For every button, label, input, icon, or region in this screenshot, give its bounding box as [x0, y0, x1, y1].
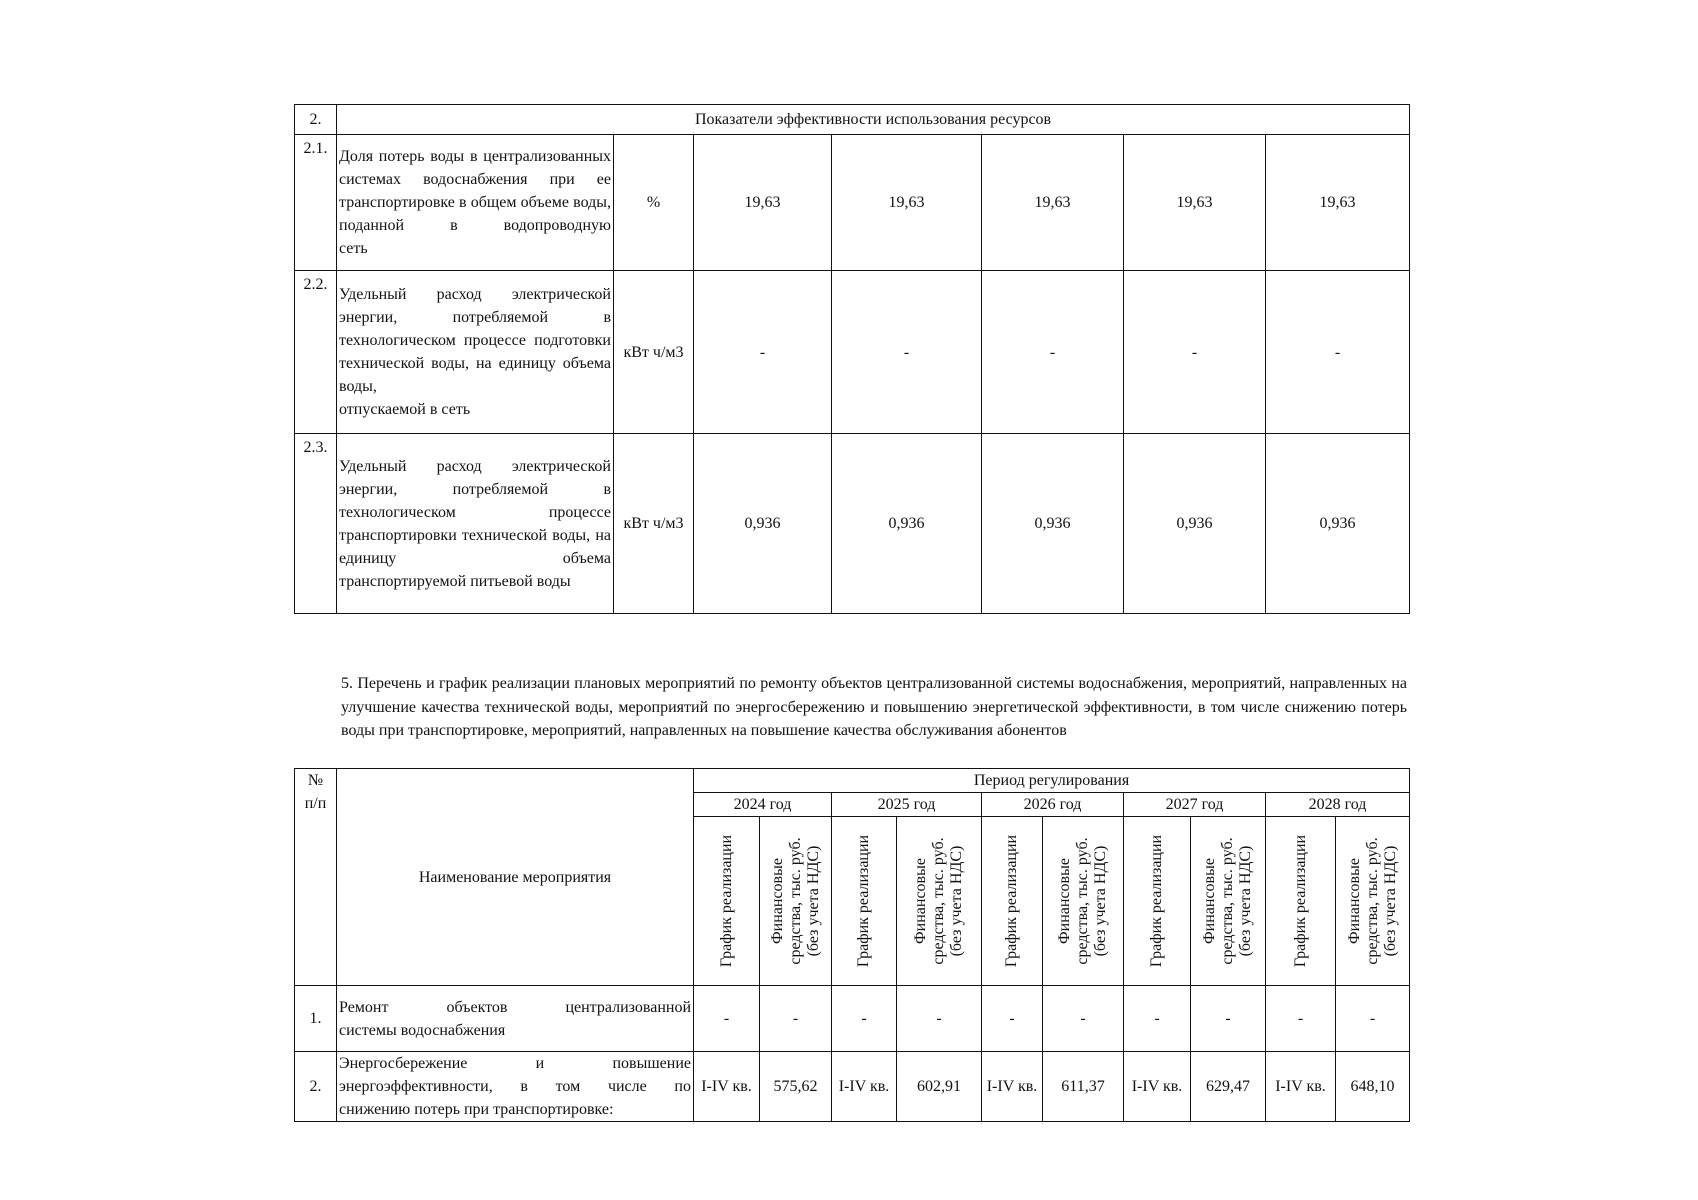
- finance-cell: 629,47: [1191, 1052, 1266, 1122]
- finance-cell: -: [897, 986, 982, 1052]
- finance-cell: 602,91: [897, 1052, 982, 1122]
- table-row: [295, 434, 1410, 614]
- finance-cell: 611,37: [1043, 1052, 1124, 1122]
- value-cell: 0,936: [1266, 434, 1410, 614]
- finance-cell: -: [760, 986, 832, 1052]
- finance-subheader: Финансовые средства, тыс. руб. (без учета НДС): [1336, 817, 1410, 986]
- schedule-cell: I-IV кв.: [1266, 1052, 1336, 1122]
- finance-subheader: Финансовые средства, тыс. руб. (без учета НДС): [897, 817, 982, 986]
- table-row: [295, 986, 1410, 1052]
- schedule-cell: I-IV кв.: [694, 1052, 760, 1122]
- value-cell: -: [1124, 271, 1266, 434]
- schedule-subheader: График реализации: [1124, 817, 1191, 986]
- indicator-name: Доля потерь воды в централизованных системах водоснабжения при ее транспортировке в общем объеме воды, поданной в водопроводную сеть: [337, 135, 614, 271]
- table-row: [295, 135, 1410, 271]
- year-header: 2025 год: [832, 793, 982, 817]
- value-cell: 19,63: [694, 135, 832, 271]
- num-header: № п/п: [295, 769, 337, 986]
- table-row: [295, 1052, 1410, 1122]
- value-cell: -: [1266, 271, 1410, 434]
- row-number: 2.2.: [295, 271, 337, 434]
- section-number: 2.: [295, 105, 337, 135]
- unit-cell: кВт ч/м3: [614, 434, 694, 614]
- section-header-row: [295, 105, 1410, 135]
- finance-subheader: Финансовые средства, тыс. руб. (без учета НДС): [1043, 817, 1124, 986]
- indicator-name: Удельный расход электрической энергии, потребляемой в технологическом процессе подготовки технической воды, на единицу объема воды, отпускаемой в сеть: [337, 271, 614, 434]
- name-header: Наименование мероприятия: [337, 769, 694, 986]
- row-number: 1.: [295, 986, 337, 1052]
- measure-name: Энергосбережение и повышение энергоэффективности, в том числе по снижению потерь при транспортировке:: [337, 1052, 694, 1122]
- year-header: 2028 год: [1266, 793, 1410, 817]
- finance-cell: -: [1336, 986, 1410, 1052]
- value-cell: -: [982, 271, 1124, 434]
- finance-subheader: Финансовые средства, тыс. руб. (без учета НДС): [760, 817, 832, 986]
- schedule-cell: I-IV кв.: [1124, 1052, 1191, 1122]
- schedule-cell: I-IV кв.: [982, 1052, 1043, 1122]
- year-header: 2027 год: [1124, 793, 1266, 817]
- finance-cell: 648,10: [1336, 1052, 1410, 1122]
- efficiency-indicators-table: [294, 104, 1410, 614]
- schedule-cell: -: [982, 986, 1043, 1052]
- schedule-cell: -: [1124, 986, 1191, 1052]
- finance-cell: 575,62: [760, 1052, 832, 1122]
- schedule-cell: -: [832, 986, 897, 1052]
- value-cell: 19,63: [1124, 135, 1266, 271]
- unit-cell: кВт ч/м3: [614, 271, 694, 434]
- row-number: 2.1.: [295, 135, 337, 271]
- value-cell: 19,63: [1266, 135, 1410, 271]
- year-header: 2026 год: [982, 793, 1124, 817]
- schedule-subheader: График реализации: [982, 817, 1043, 986]
- row-number: 2.: [295, 1052, 337, 1122]
- value-cell: 0,936: [982, 434, 1124, 614]
- schedule-cell: -: [694, 986, 760, 1052]
- value-cell: 0,936: [832, 434, 982, 614]
- unit-cell: %: [614, 135, 694, 271]
- schedule-subheader: График реализации: [694, 817, 760, 986]
- indicator-name: Удельный расход электрической энергии, потребляемой в технологическом процессе транспортировки технической воды, на единицу объема транспортируемой питьевой воды: [337, 434, 614, 614]
- value-cell: -: [832, 271, 982, 434]
- row-number: 2.3.: [295, 434, 337, 614]
- year-header: 2024 год: [694, 793, 832, 817]
- schedule-cell: I-IV кв.: [832, 1052, 897, 1122]
- finance-subheader: Финансовые средства, тыс. руб. (без учета НДС): [1191, 817, 1266, 986]
- schedule-cell: -: [1266, 986, 1336, 1052]
- value-cell: 0,936: [694, 434, 832, 614]
- section-5-heading: 5. Перечень и график реализации плановых мероприятий по ремонту объектов централизованной системы водоснабжения, мероприятий, направленных на улучшение качества технической воды, мероприятий по энергосбережению и повышению энергетической эффективности, в том числе снижению потерь воды при транспортировке, мероприятий, направленных на повышение качества обслуживания абонентов: [341, 675, 1407, 739]
- measures-schedule-table: [294, 768, 1410, 1122]
- section-title: Показатели эффективности использования ресурсов: [337, 105, 1410, 135]
- value-cell: 0,936: [1124, 434, 1266, 614]
- measure-name: Ремонт объектов централизованной системы водоснабжения: [337, 986, 694, 1052]
- schedule-subheader: График реализации: [1266, 817, 1336, 986]
- finance-cell: -: [1043, 986, 1124, 1052]
- value-cell: 19,63: [982, 135, 1124, 271]
- table-row: [295, 271, 1410, 434]
- value-cell: -: [694, 271, 832, 434]
- schedule-subheader: График реализации: [832, 817, 897, 986]
- value-cell: 19,63: [832, 135, 982, 271]
- period-header: Период регулирования: [694, 769, 1410, 793]
- finance-cell: -: [1191, 986, 1266, 1052]
